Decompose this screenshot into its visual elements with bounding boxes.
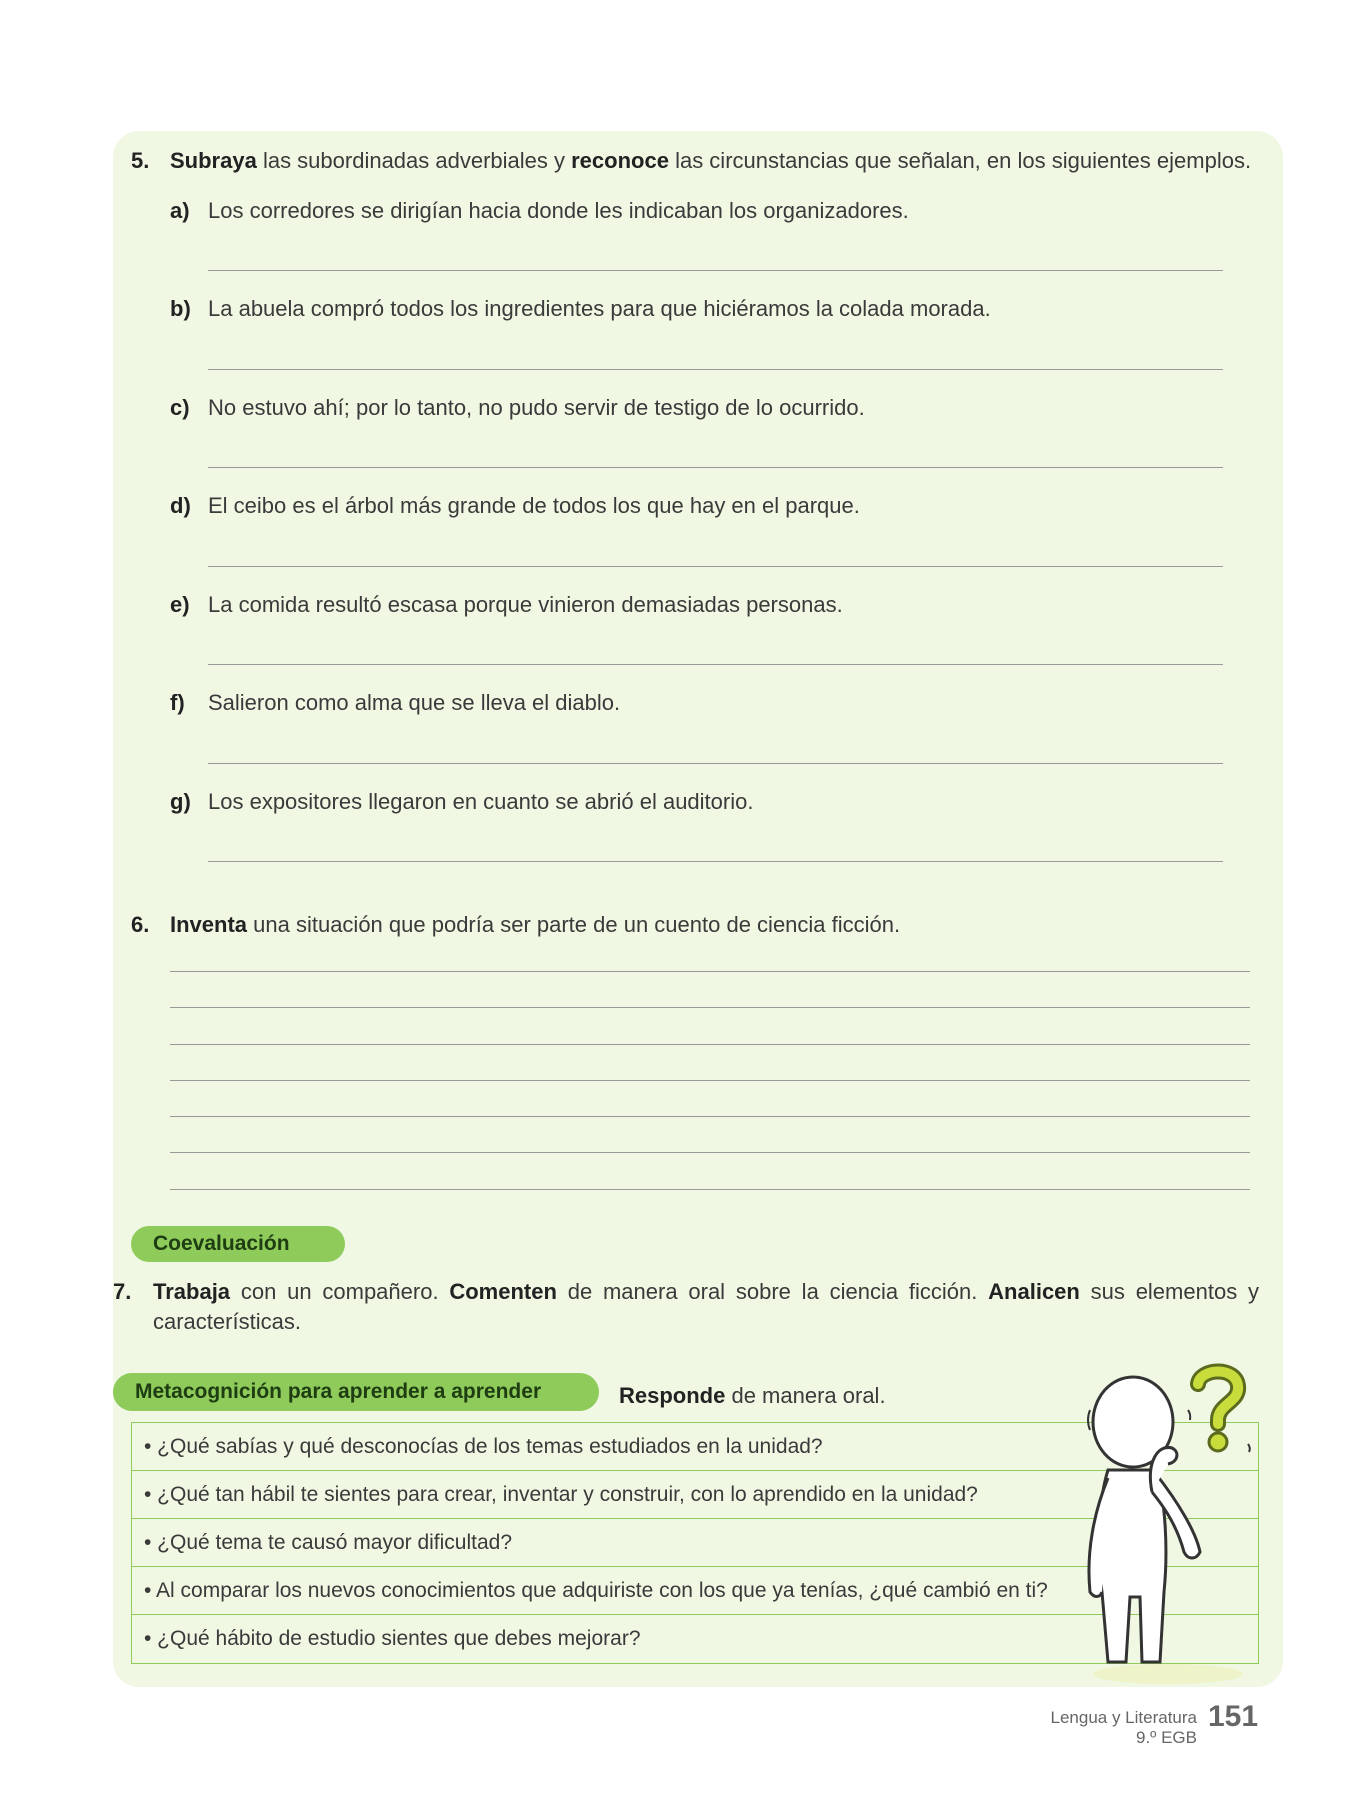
writing-line[interactable]	[170, 1007, 1250, 1008]
writing-line[interactable]	[170, 971, 1250, 972]
question-5-text-1: las subordinadas adverbiales y	[256, 148, 572, 173]
coevaluacion-badge: Coevaluación	[131, 1226, 345, 1262]
question-5-number: 5.	[131, 148, 150, 173]
item-g-answer-line[interactable]	[208, 861, 1223, 862]
question-5-verb-subraya: Subraya	[170, 148, 257, 173]
item-g-text: Los expositores llegaron en cuanto se abrió el auditorio.	[208, 789, 754, 814]
figure-ground-shadow	[1093, 1664, 1243, 1684]
writing-line[interactable]	[170, 1152, 1250, 1153]
item-b-text: La abuela compró todos los ingredientes para que hiciéramos la colada morada.	[208, 296, 991, 321]
metacognicion-question: • Al comparar los nuevos conocimientos que adquiriste con los que ya tenías, ¿qué cambió en ti?	[132, 1567, 1258, 1615]
item-d-letter: d)	[170, 493, 191, 518]
item-e-text: La comida resultó escasa porque vinieron demasiadas personas.	[208, 592, 843, 617]
question-7-text-2: de manera oral sobre la ciencia ficción.	[556, 1279, 989, 1304]
metacognicion-verb-responde: Responde	[619, 1383, 726, 1408]
question-7-text-1: con un compañero.	[230, 1279, 450, 1304]
footer-subject	[1051, 1708, 1198, 1748]
item-d-text: El ceibo es el árbol más grande de todos los que hay en el parque.	[208, 493, 860, 518]
thinking-figure-illustration	[1068, 1362, 1268, 1692]
question-7-prompt	[153, 1277, 1259, 1337]
question-5-prompt	[170, 146, 1270, 176]
writing-line[interactable]	[170, 1044, 1250, 1045]
writing-line[interactable]	[170, 1189, 1250, 1190]
item-b-letter: b)	[170, 296, 191, 321]
item-a-letter: a)	[170, 198, 190, 223]
metacognicion-question: • ¿Qué tan hábil te sientes para crear, inventar y construir, con lo aprendido en la unidad?	[132, 1471, 1258, 1519]
footer-subject-name: Lengua y Literatura	[1050, 1708, 1197, 1727]
item-c-text: No estuvo ahí; por lo tanto, no pudo servir de testigo de lo ocurrido.	[208, 395, 865, 420]
item-f-text: Salieron como alma que se lleva el diablo.	[208, 690, 621, 715]
question-5-text-2: las circunstancias que señalan, en los siguientes ejemplos.	[668, 148, 1252, 173]
metacognicion-question: • ¿Qué hábito de estudio sientes que debes mejorar?	[144, 1627, 641, 1650]
writing-line[interactable]	[170, 1080, 1250, 1081]
page-number: 151	[1208, 1700, 1259, 1733]
question-6-number: 6.	[131, 912, 150, 937]
question-mark-icon	[1198, 1372, 1238, 1452]
item-c-letter: c)	[170, 395, 190, 420]
item-c-answer-line[interactable]	[208, 467, 1223, 468]
item-b-answer-line[interactable]	[208, 369, 1223, 370]
item-e-answer-line[interactable]	[208, 664, 1223, 665]
item-f-answer-line[interactable]	[208, 763, 1223, 764]
footer-grade: 9.º EGB	[1135, 1728, 1197, 1747]
item-d-answer-line[interactable]	[208, 566, 1223, 567]
question-6-text: una situación que podría ser parte de un cuento de ciencia ficción.	[247, 912, 901, 937]
item-a-text: Los corredores se dirigían hacia donde les indicaban los organizadores.	[208, 198, 909, 223]
question-7-verb-analicen: Analicen	[988, 1279, 1080, 1304]
metacognicion-instruction	[619, 1381, 886, 1411]
metacognicion-instruction-text: de manera oral.	[725, 1383, 886, 1408]
question-7-verb-comenten: Comenten	[449, 1279, 557, 1304]
metacognicion-question: • ¿Qué sabías y qué desconocías de los temas estudiados en la unidad?	[132, 1423, 1258, 1471]
question-7-number: 7.	[113, 1279, 132, 1304]
question-7-text-3: sus elementos y características.	[153, 1279, 1259, 1334]
question-5-verb-reconoce: reconoce	[571, 148, 669, 173]
writing-line[interactable]	[170, 1116, 1250, 1117]
question-7-verb-trabaja: Trabaja	[153, 1279, 231, 1304]
question-6-prompt	[170, 910, 900, 940]
item-f-letter: f)	[170, 690, 185, 715]
question-6-verb-inventa: Inventa	[170, 912, 248, 937]
item-g-letter: g)	[170, 789, 191, 814]
metacognicion-question: • ¿Qué tema te causó mayor dificultad?	[132, 1519, 1258, 1567]
item-e-letter: e)	[170, 592, 190, 617]
metacognicion-badge: Metacognición para aprender a aprender	[113, 1373, 599, 1411]
item-a-answer-line[interactable]	[208, 270, 1223, 271]
